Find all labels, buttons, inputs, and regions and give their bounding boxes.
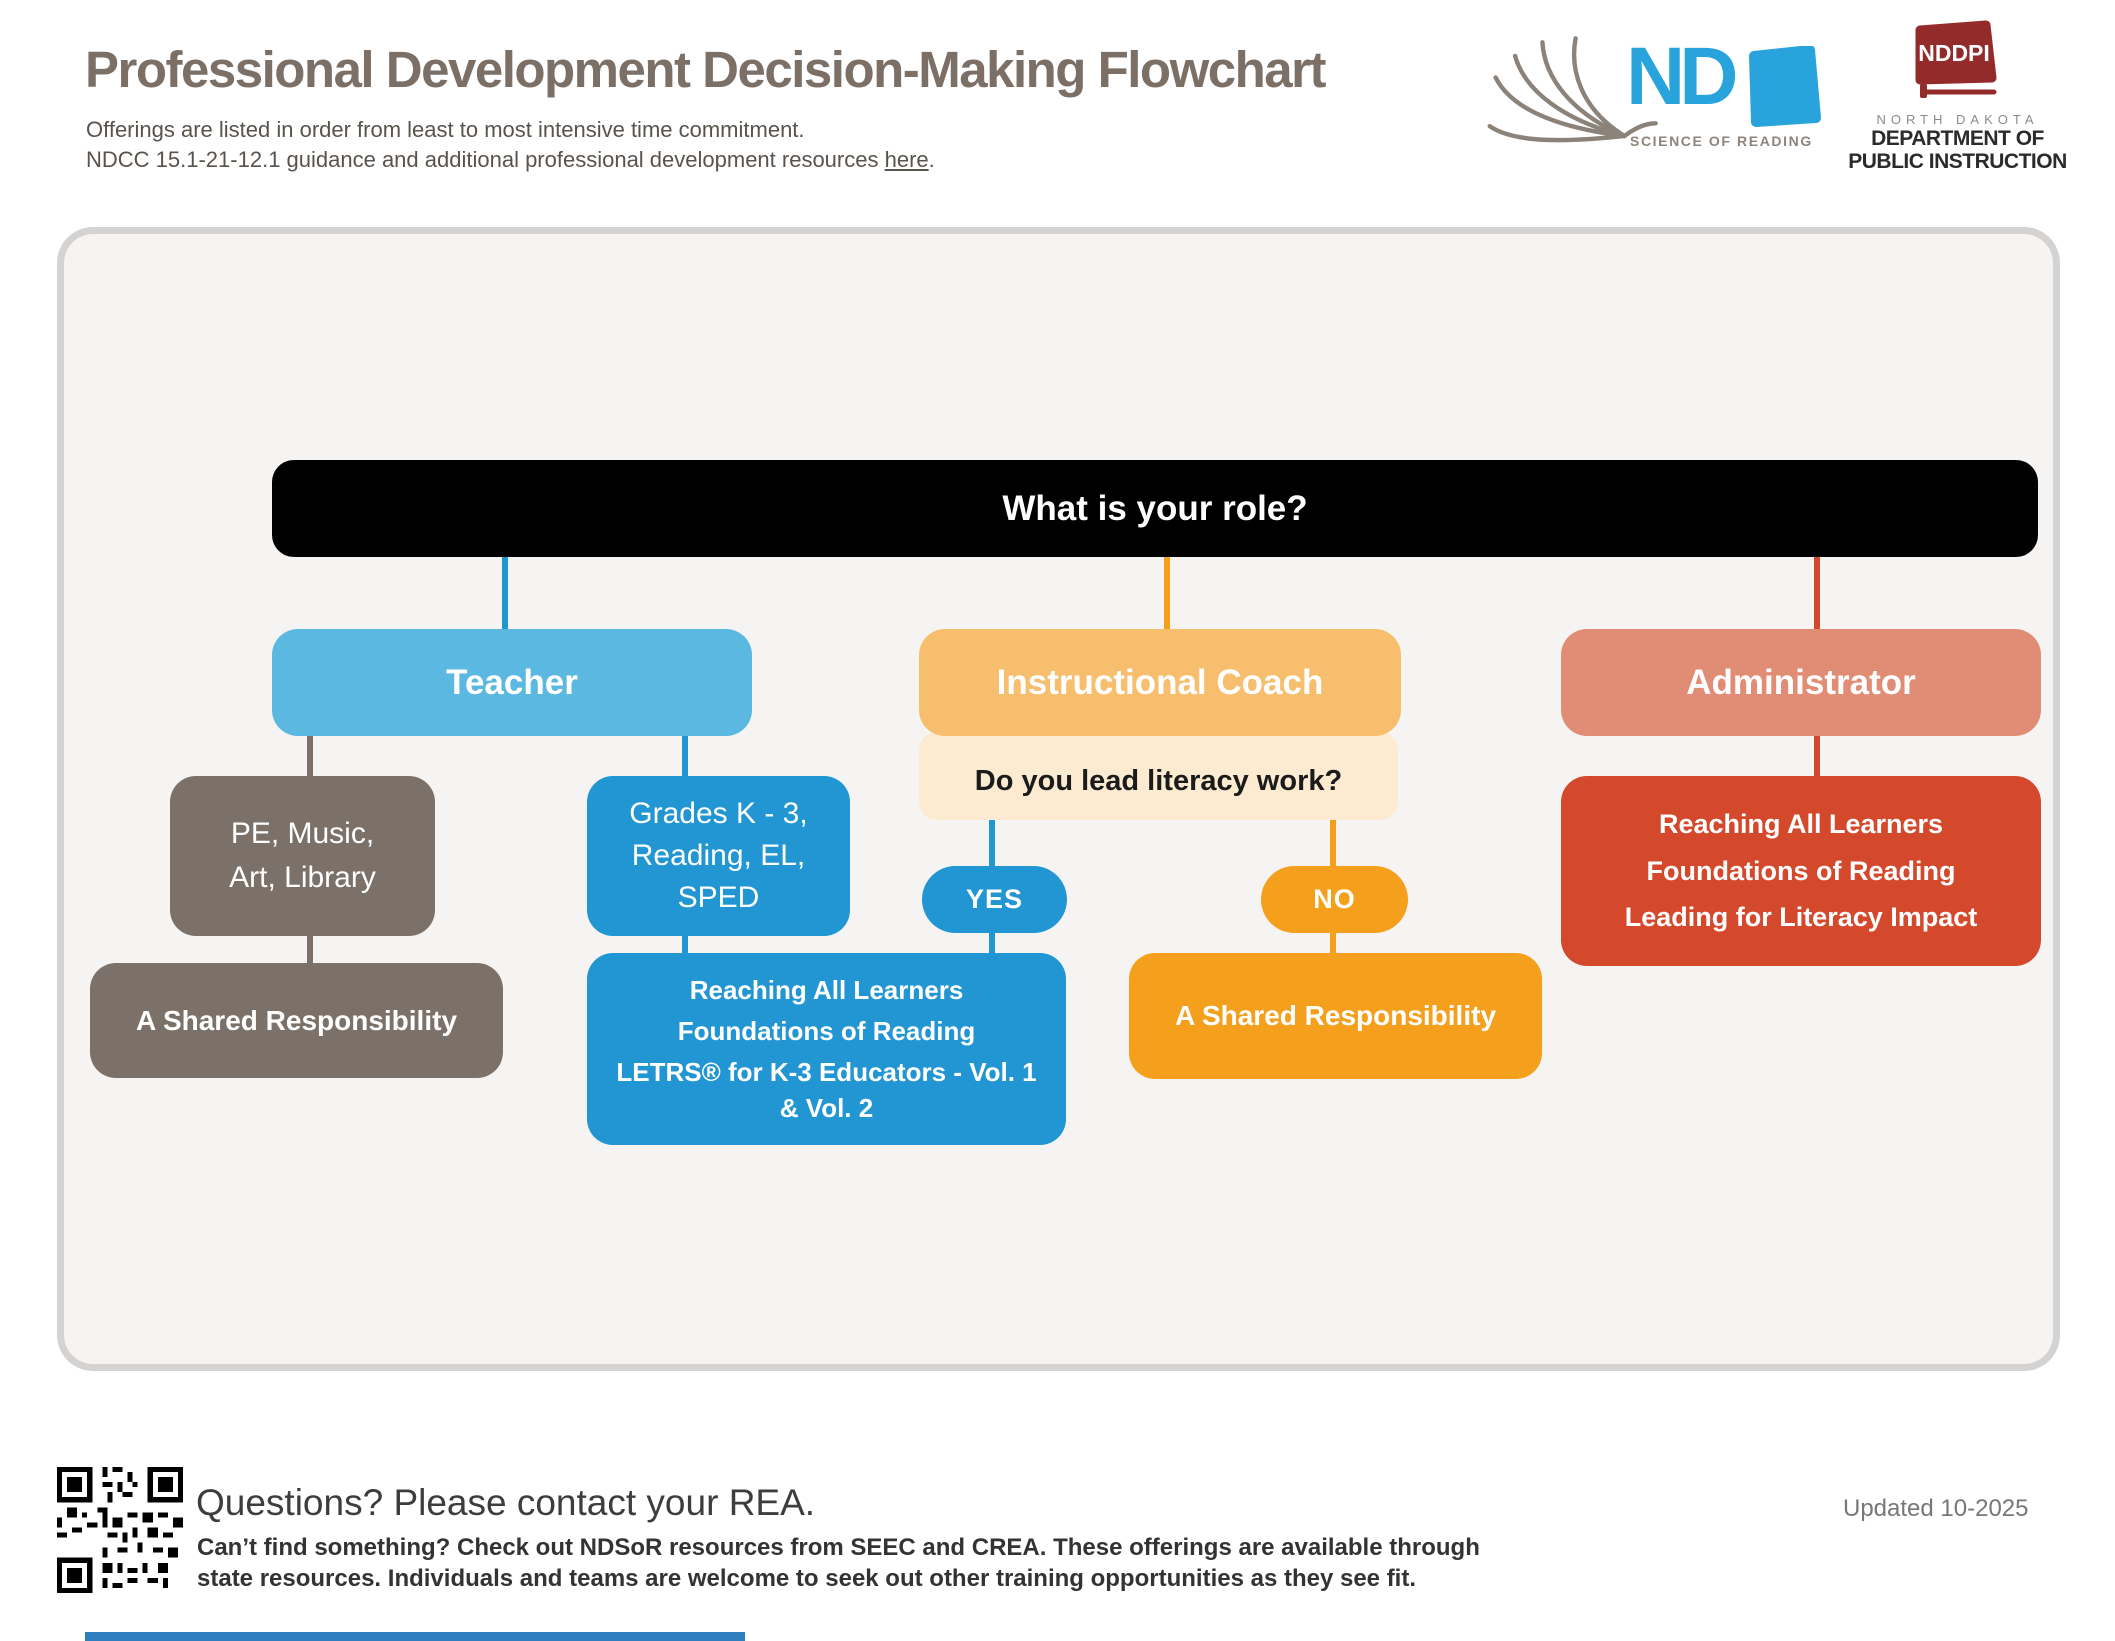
admin-outcome-item: Leading for Literacy Impact — [1624, 901, 1978, 932]
nddpi-abbr: NDDPI — [1917, 40, 1990, 66]
connector-admin-outcomes — [1814, 732, 1820, 778]
flowchart-panel — [57, 227, 2060, 1371]
no-pill: NO — [1261, 866, 1408, 933]
subtitle-line1: Offerings are listed in order from least to most intensive time commitment. — [86, 117, 805, 142]
instructional-coach-box: Instructional Coach — [919, 629, 1401, 736]
footer-body-line1: Can’t find something? Check out NDSoR resources from SEEC and CREA. These offerings are available through — [197, 1534, 1480, 1561]
teacher-box: Teacher — [272, 629, 752, 736]
ndsor-caption: SCIENCE OF READING — [1630, 133, 1813, 149]
qr-code — [57, 1467, 183, 1593]
administrator-box: Administrator — [1561, 629, 2041, 736]
yes-pill: YES — [922, 866, 1067, 933]
ndsor-nd-letters: ND — [1626, 31, 1733, 122]
connector-teacher-k3 — [682, 732, 688, 778]
specials-line1: PE, Music, — [230, 817, 375, 850]
here-link[interactable]: here — [884, 147, 929, 172]
ndsor-logo — [1478, 28, 1828, 163]
connector-specials-outcome — [307, 932, 313, 965]
subtitle-line2 — [86, 147, 935, 173]
footer-body-line2: state resources. Individuals and teams are welcome to seek out other training opportunities as they see fit. — [197, 1565, 1417, 1592]
connector-teacher-specials — [307, 732, 313, 778]
literacy-question-box: Do you lead literacy work? — [919, 732, 1398, 820]
subtitle-period: . — [928, 147, 935, 172]
specials-box — [170, 776, 435, 936]
page-title: Professional Development Decision-Making Flowchart — [85, 41, 1325, 98]
connector-no-outcome — [1330, 930, 1336, 955]
nddpi-dept-line2: PUBLIC INSTRUCTION — [1848, 150, 2067, 173]
k3-outcome-item: Foundations of Reading — [677, 1016, 976, 1046]
k3-line1: Grades K - 3, — [629, 797, 808, 830]
updated-date: Updated 10-2025 — [1843, 1495, 2029, 1522]
connector-root-admin — [1814, 557, 1820, 631]
connector-yes-outcomes — [989, 930, 995, 955]
bottom-accent-bar — [85, 1632, 745, 1641]
admin-outcome-item: Foundations of Reading — [1646, 855, 1956, 886]
root-question-box: What is your role? — [272, 460, 2038, 557]
nddpi-region: NORTH DAKOTA — [1876, 112, 2039, 127]
k3-box — [587, 776, 850, 936]
nddpi-logo — [1845, 20, 2070, 173]
specials-outcome-box: A Shared Responsibility — [90, 963, 503, 1078]
admin-outcome-item: Reaching All Learners — [1658, 809, 1944, 840]
connector-question-yes — [989, 815, 995, 868]
admin-outcomes-box — [1561, 776, 2041, 966]
specials-line2: Art, Library — [229, 861, 376, 894]
ndsor-state-shape — [1746, 46, 1826, 130]
nddpi-state-icon — [1910, 20, 2006, 106]
connector-question-no — [1330, 815, 1336, 868]
connector-root-coach — [1164, 557, 1170, 631]
nddpi-dept-line1: DEPARTMENT OF — [1871, 127, 2044, 150]
k3-outcome-item: Reaching All Learners — [689, 975, 964, 1005]
k3-line3: SPED — [677, 881, 760, 914]
connector-root-teacher — [502, 557, 508, 631]
footer-heading: Questions? Please contact your REA. — [196, 1482, 816, 1523]
coach-no-outcome-box: A Shared Responsibility — [1129, 953, 1542, 1079]
k3-outcome-item: LETRS® for K-3 Educators - Vol. 1 & Vol. 2 — [616, 1057, 1037, 1123]
subtitle-line2-text: NDCC 15.1-21-12.1 guidance and additional professional development resources — [86, 147, 885, 172]
k3-line2: Reading, EL, — [631, 839, 806, 872]
k3-outcomes-box — [587, 953, 1066, 1145]
